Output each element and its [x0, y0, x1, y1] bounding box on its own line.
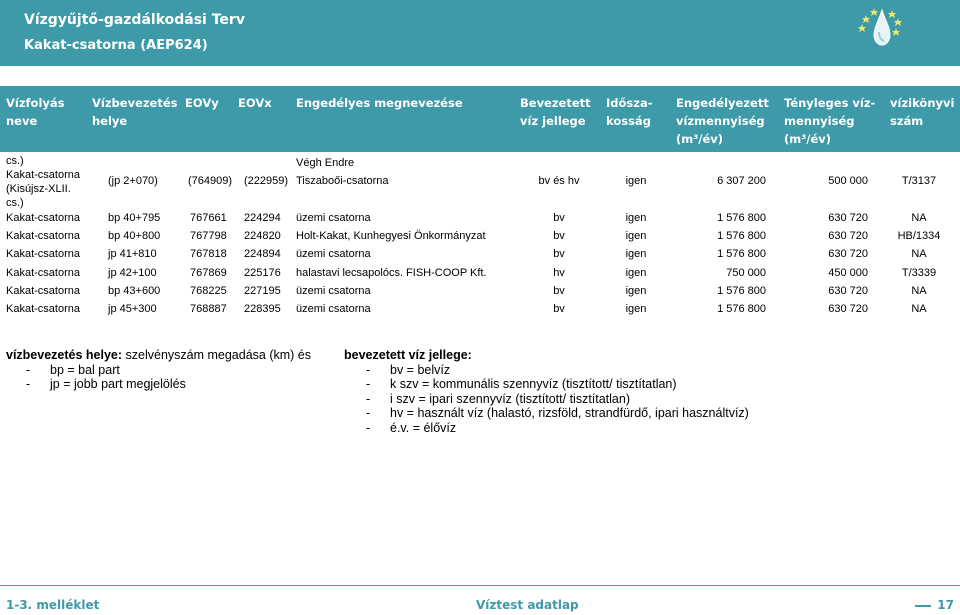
title-banner — [0, 0, 960, 66]
river-name-cell: Kakat-csatorna — [6, 285, 80, 297]
header-permit-holder: Engedélyes megnevezése — [296, 96, 463, 110]
actual-quantity-cell: 630 720 — [828, 285, 868, 297]
permitted-quantity-cell: 1 576 800 — [717, 285, 766, 297]
eovx-cell: 227195 — [244, 285, 281, 297]
legend-title: bevezetett víz jellege: — [344, 348, 472, 362]
permit-holder-cell: üzemi csatorna — [296, 248, 371, 260]
actual-quantity-cell: 500 000 — [828, 175, 868, 187]
permitted-quantity-cell: 750 000 — [726, 267, 766, 279]
header-water-book-number: vízikönyvi szám — [890, 96, 955, 128]
eovy-cell: 768887 — [190, 303, 227, 315]
table-header — [0, 86, 960, 152]
water-book-cell: HB/1334 — [897, 230, 941, 242]
actual-quantity-cell: 450 000 — [828, 267, 868, 279]
periodicity-cell: igen — [625, 267, 647, 279]
header-water-type: Bevezetett víz jellege — [520, 96, 591, 128]
river-name-cell: Kakat-csatorna — [6, 248, 80, 260]
eovy-cell: 767869 — [190, 267, 227, 279]
permit-holder-cell: üzemi csatorna — [296, 285, 371, 297]
discharge-place-cell: bp 40+800 — [108, 230, 161, 242]
permitted-quantity-cell: 1 576 800 — [717, 248, 766, 260]
permit-holder-cell: Tiszaboői-csatorna — [296, 175, 389, 187]
eovy-cell: 767818 — [190, 248, 227, 260]
water-type-cell: bv és hv — [538, 175, 580, 187]
legend-dash: - — [366, 362, 371, 377]
legend-dash: - — [26, 377, 31, 391]
header-river-name: Vízfolyás neve — [6, 96, 65, 128]
discharge-place-cell: bp 43+600 — [108, 285, 161, 297]
river-name-cell: Kakat-csatorna — [6, 303, 80, 315]
legend-item: bp = bal part — [50, 362, 120, 377]
legend-dash: - — [366, 391, 371, 406]
actual-quantity-cell: 630 720 — [828, 248, 868, 260]
discharge-place-cell: jp 45+300 — [108, 303, 157, 315]
periodicity-cell: igen — [625, 212, 647, 224]
permit-holder-cell: Végh Endre — [296, 157, 355, 169]
river-name-cell: (Kisújsz-XLII. — [6, 183, 71, 195]
legend-item: i szv = ipari szennyvíz (tisztított/ tisztítatlan) — [390, 391, 631, 406]
permit-holder-cell: üzemi csatorna — [296, 212, 371, 224]
legend-water-type — [344, 348, 749, 435]
legend-dash: - — [366, 377, 371, 391]
water-type-cell: bv — [553, 212, 565, 224]
water-type-cell: bv — [553, 248, 565, 260]
water-drop-logo-icon — [858, 4, 906, 52]
permitted-quantity-cell: 1 576 800 — [717, 212, 766, 224]
footer-page-number: 17 — [910, 598, 954, 612]
river-name-cell: Kakat-csatorna — [6, 230, 80, 242]
discharge-place-cell: (jp 2+070) — [108, 175, 158, 187]
header-discharge-place: Vízbevezetés helye — [92, 96, 178, 128]
legend-item: hv = használt víz (halastó, rizsföld, strandfürdő, ipari használtvíz) — [390, 406, 749, 420]
legend-title: vízbevezetés helye: — [6, 348, 123, 362]
legend-discharge-place — [6, 348, 311, 392]
river-name-cell: cs.) — [6, 197, 24, 209]
water-type-cell: hv — [553, 267, 565, 279]
legend-dash: - — [366, 406, 371, 420]
periodicity-cell: igen — [625, 175, 647, 187]
legend-dash: - — [366, 420, 371, 435]
water-type-cell: bv — [553, 285, 565, 297]
footer-sheet-title: Víztest adatlap — [476, 598, 579, 612]
eovy-cell: 767661 — [190, 212, 227, 224]
actual-quantity-cell: 630 720 — [828, 230, 868, 242]
legend-item: jp = jobb part megjelölés — [50, 377, 186, 391]
periodicity-cell: igen — [625, 303, 647, 315]
water-type-cell: bv — [553, 303, 565, 315]
actual-quantity-cell: 630 720 — [828, 303, 868, 315]
water-book-cell: T/3137 — [901, 175, 937, 187]
legend-item: é.v. = élővíz — [390, 420, 457, 435]
legend-dash: - — [26, 362, 31, 377]
permitted-quantity-cell: 6 307 200 — [717, 175, 766, 187]
header-permitted-quantity: Engedélyezett vízmennyiség (m³/év) — [676, 96, 769, 146]
discharge-place-cell: bp 40+795 — [108, 212, 161, 224]
eovx-cell: (222959) — [244, 175, 289, 187]
permitted-quantity-cell: 1 576 800 — [717, 303, 766, 315]
footer-divider — [0, 585, 960, 586]
eovx-cell: 224820 — [244, 230, 281, 242]
actual-quantity-cell: 630 720 — [828, 212, 868, 224]
river-name-cell: Kakat-csatorna — [6, 212, 80, 224]
water-book-cell: T/3339 — [901, 267, 937, 279]
river-name-cell: cs.) — [6, 155, 24, 167]
eovx-cell: 228395 — [244, 303, 281, 315]
discharge-place-cell: jp 42+100 — [108, 267, 157, 279]
permit-holder-cell: halastavi lecsapolócs. FISH-COOP Kft. — [296, 267, 487, 279]
permit-holder-cell: üzemi csatorna — [296, 303, 371, 315]
river-name-cell: Kakat-csatorna — [6, 169, 80, 181]
header-actual-quantity: Tényleges víz- mennyiség (m³/év) — [784, 96, 876, 146]
legend-item: k szv = kommunális szennyvíz (tisztított/ tisztítatlan) — [390, 377, 677, 391]
permit-holder-cell: Holt-Kakat, Kunhegyesi Önkormányzat — [296, 230, 486, 242]
water-book-cell: NA — [911, 285, 927, 297]
water-book-cell: NA — [911, 303, 927, 315]
discharge-place-cell: jp 41+810 — [108, 248, 157, 260]
water-book-cell: NA — [911, 212, 927, 224]
eovy-cell: 767798 — [190, 230, 227, 242]
eovy-cell: 768225 — [190, 285, 227, 297]
header-periodicity: Idősza- kosság — [606, 96, 653, 128]
water-book-cell: NA — [911, 248, 927, 260]
eovx-cell: 224894 — [244, 248, 281, 260]
legend-text: szelvényszám megadása (km) és — [122, 348, 311, 362]
footer-annex-label: 1-3. melléklet — [6, 598, 100, 612]
eovy-cell: (764909) — [188, 175, 233, 187]
periodicity-cell: igen — [625, 285, 647, 297]
waterbody-title: Kakat-csatorna (AEP624) — [24, 38, 208, 53]
eovx-cell: 225176 — [244, 267, 281, 279]
periodicity-cell: igen — [625, 248, 647, 260]
plan-title: Vízgyűjtő-gazdálkodási Terv — [24, 12, 245, 28]
eovx-cell: 224294 — [244, 212, 281, 224]
header-eovy: EOVy — [185, 96, 219, 110]
legend-item: bv = belvíz — [390, 362, 451, 377]
river-name-cell: Kakat-csatorna — [6, 267, 80, 279]
water-type-cell: bv — [553, 230, 565, 242]
periodicity-cell: igen — [625, 230, 647, 242]
header-eovx: EOVx — [238, 96, 272, 110]
permitted-quantity-cell: 1 576 800 — [717, 230, 766, 242]
